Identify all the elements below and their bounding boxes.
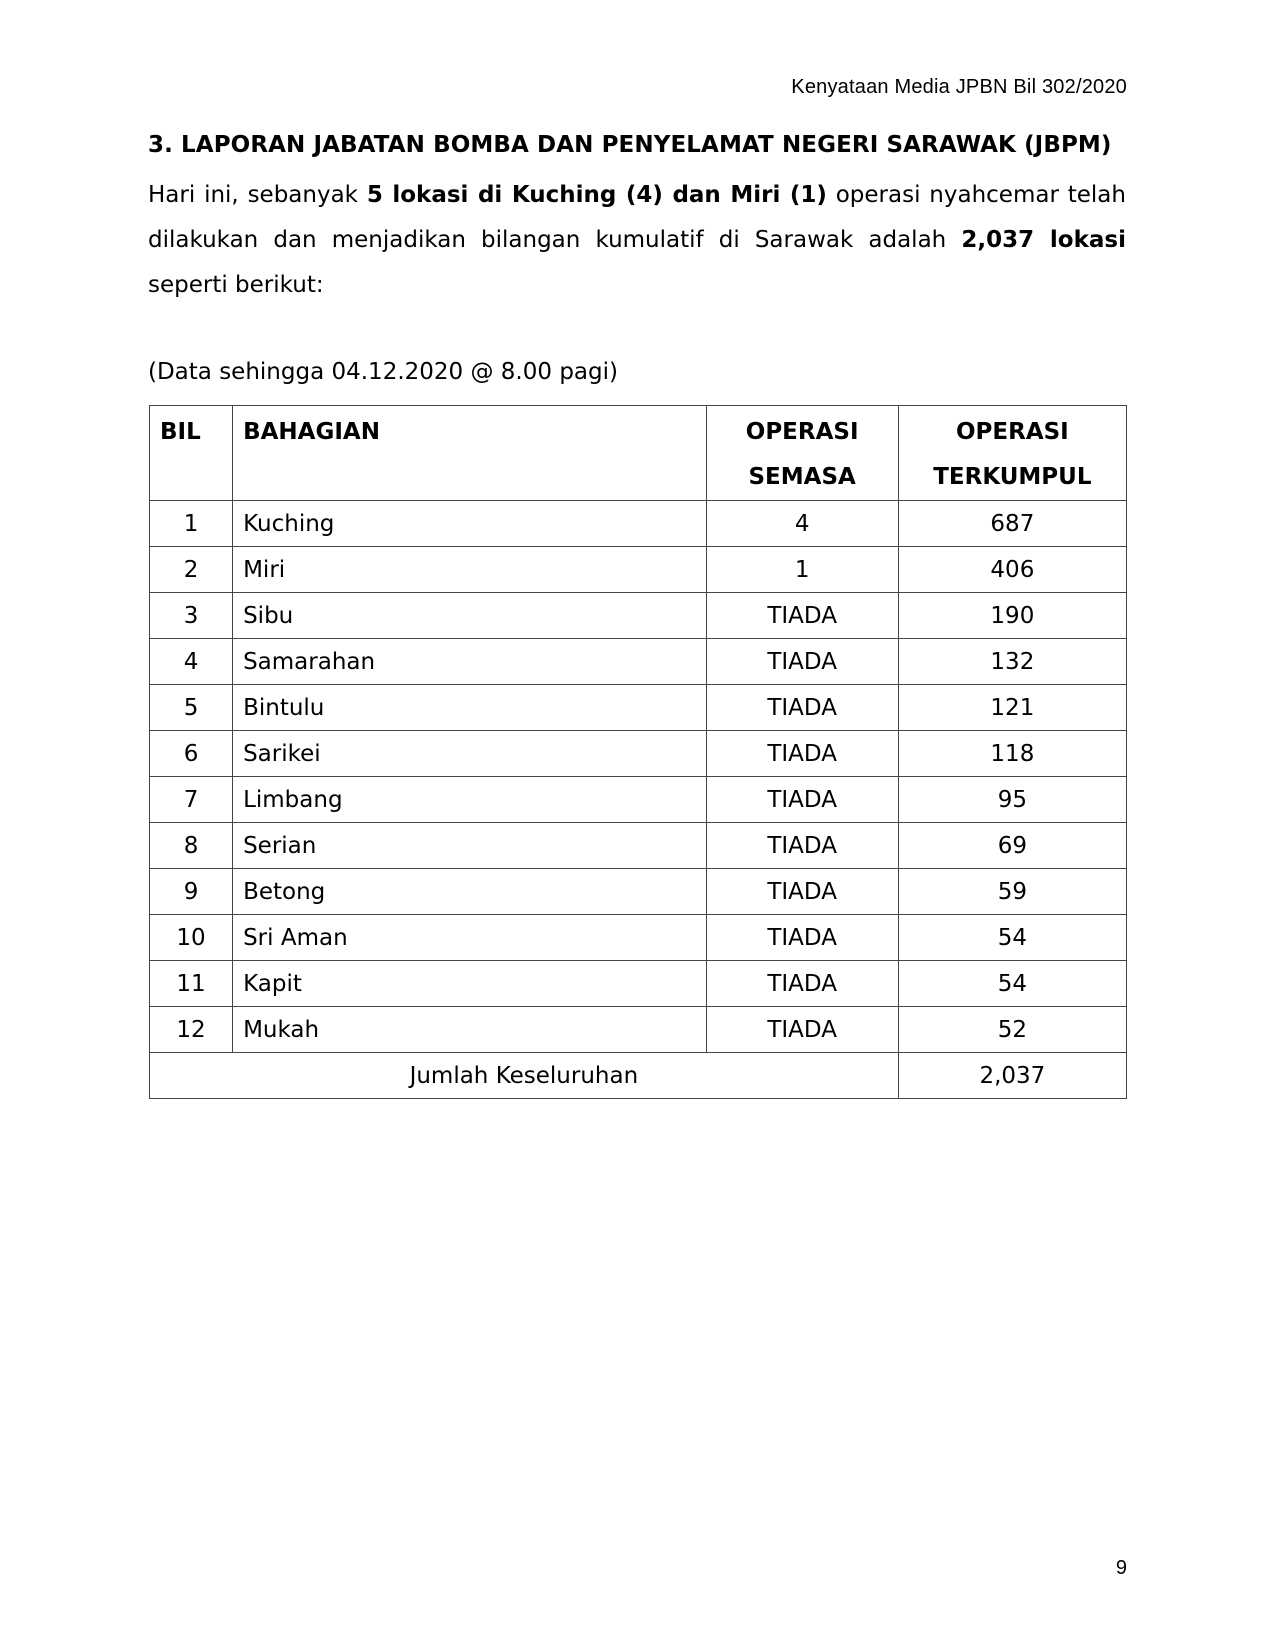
cell-terkumpul: 121 — [898, 685, 1126, 731]
cell-semasa: TIADA — [706, 869, 898, 915]
table-row — [150, 731, 1127, 777]
header-operasi-terkumpul: OPERASI TERKUMPUL — [898, 406, 1126, 501]
cell-terkumpul: 406 — [898, 547, 1126, 593]
table-row — [150, 869, 1127, 915]
table-row — [150, 823, 1127, 869]
table-row — [150, 777, 1127, 823]
cell-terkumpul: 59 — [898, 869, 1126, 915]
cell-semasa: TIADA — [706, 731, 898, 777]
cell-semasa: TIADA — [706, 685, 898, 731]
cell-semasa: TIADA — [706, 961, 898, 1007]
cell-bil: 12 — [150, 1007, 233, 1053]
cell-bil: 2 — [150, 547, 233, 593]
cell-bahagian: Limbang — [233, 777, 706, 823]
cell-bahagian: Mukah — [233, 1007, 706, 1053]
header-operasi-semasa: OPERASI SEMASA — [706, 406, 898, 501]
cell-semasa: TIADA — [706, 915, 898, 961]
cell-bil: 10 — [150, 915, 233, 961]
table-row — [150, 961, 1127, 1007]
table-row — [150, 1007, 1127, 1053]
cell-semasa: 4 — [706, 501, 898, 547]
table-row — [150, 915, 1127, 961]
cell-terkumpul: 118 — [898, 731, 1126, 777]
intro-paragraph — [148, 173, 1126, 308]
cell-terkumpul: 54 — [898, 961, 1126, 1007]
cell-bahagian: Samarahan — [233, 639, 706, 685]
table-header-row — [150, 406, 1127, 501]
table-total-row — [150, 1053, 1127, 1099]
cell-terkumpul: 687 — [898, 501, 1126, 547]
header-bahagian: BAHAGIAN — [233, 406, 706, 501]
cell-bahagian: Serian — [233, 823, 706, 869]
cell-semasa: 1 — [706, 547, 898, 593]
paragraph-bold-locations: 5 lokasi di Kuching (4) dan Miri (1) — [366, 182, 827, 208]
cell-bil: 7 — [150, 777, 233, 823]
cell-terkumpul: 69 — [898, 823, 1126, 869]
cell-semasa: TIADA — [706, 1007, 898, 1053]
cell-semasa: TIADA — [706, 823, 898, 869]
cell-bahagian: Sibu — [233, 593, 706, 639]
cell-bahagian: Bintulu — [233, 685, 706, 731]
cell-bil: 6 — [150, 731, 233, 777]
cell-terkumpul: 52 — [898, 1007, 1126, 1053]
cell-terkumpul: 190 — [898, 593, 1126, 639]
cell-bahagian: Sri Aman — [233, 915, 706, 961]
cell-bil: 4 — [150, 639, 233, 685]
paragraph-text-1: Hari ini, sebanyak — [148, 182, 367, 208]
table-row — [150, 685, 1127, 731]
paragraph-bold-total: 2,037 lokasi — [961, 227, 1126, 253]
cell-terkumpul: 54 — [898, 915, 1126, 961]
cell-semasa: TIADA — [706, 593, 898, 639]
cell-bahagian: Kapit — [233, 961, 706, 1007]
paragraph-text-3: seperti berikut: — [148, 272, 324, 298]
table-row — [150, 547, 1127, 593]
cell-semasa: TIADA — [706, 639, 898, 685]
cell-semasa: TIADA — [706, 777, 898, 823]
table-row — [150, 501, 1127, 547]
table-row — [150, 593, 1127, 639]
section-title: 3. LAPORAN JABATAN BOMBA DAN PENYELAMAT NEGERI SARAWAK (JBPM) — [148, 132, 1112, 158]
total-label: Jumlah Keseluruhan — [150, 1053, 899, 1099]
cell-bil: 11 — [150, 961, 233, 1007]
paragraph-text-2: operasi nyahcemar telah dilakukan dan menjadikan bilangan kumulatif di Sarawak adalah — [148, 182, 1126, 253]
cell-terkumpul: 132 — [898, 639, 1126, 685]
cell-bahagian: Betong — [233, 869, 706, 915]
total-value: 2,037 — [898, 1053, 1126, 1099]
cell-bahagian: Miri — [233, 547, 706, 593]
cell-bil: 3 — [150, 593, 233, 639]
cell-bil: 5 — [150, 685, 233, 731]
document-reference: Kenyataan Media JPBN Bil 302/2020 — [791, 76, 1127, 98]
cell-terkumpul: 95 — [898, 777, 1126, 823]
cell-bil: 1 — [150, 501, 233, 547]
table-row — [150, 639, 1127, 685]
data-as-of-note: (Data sehingga 04.12.2020 @ 8.00 pagi) — [148, 359, 618, 385]
cell-bil: 9 — [150, 869, 233, 915]
header-bil: BIL — [150, 406, 233, 501]
operations-table — [149, 405, 1127, 1099]
page-number: 9 — [1115, 1557, 1127, 1579]
cell-bahagian: Sarikei — [233, 731, 706, 777]
cell-bil: 8 — [150, 823, 233, 869]
cell-bahagian: Kuching — [233, 501, 706, 547]
